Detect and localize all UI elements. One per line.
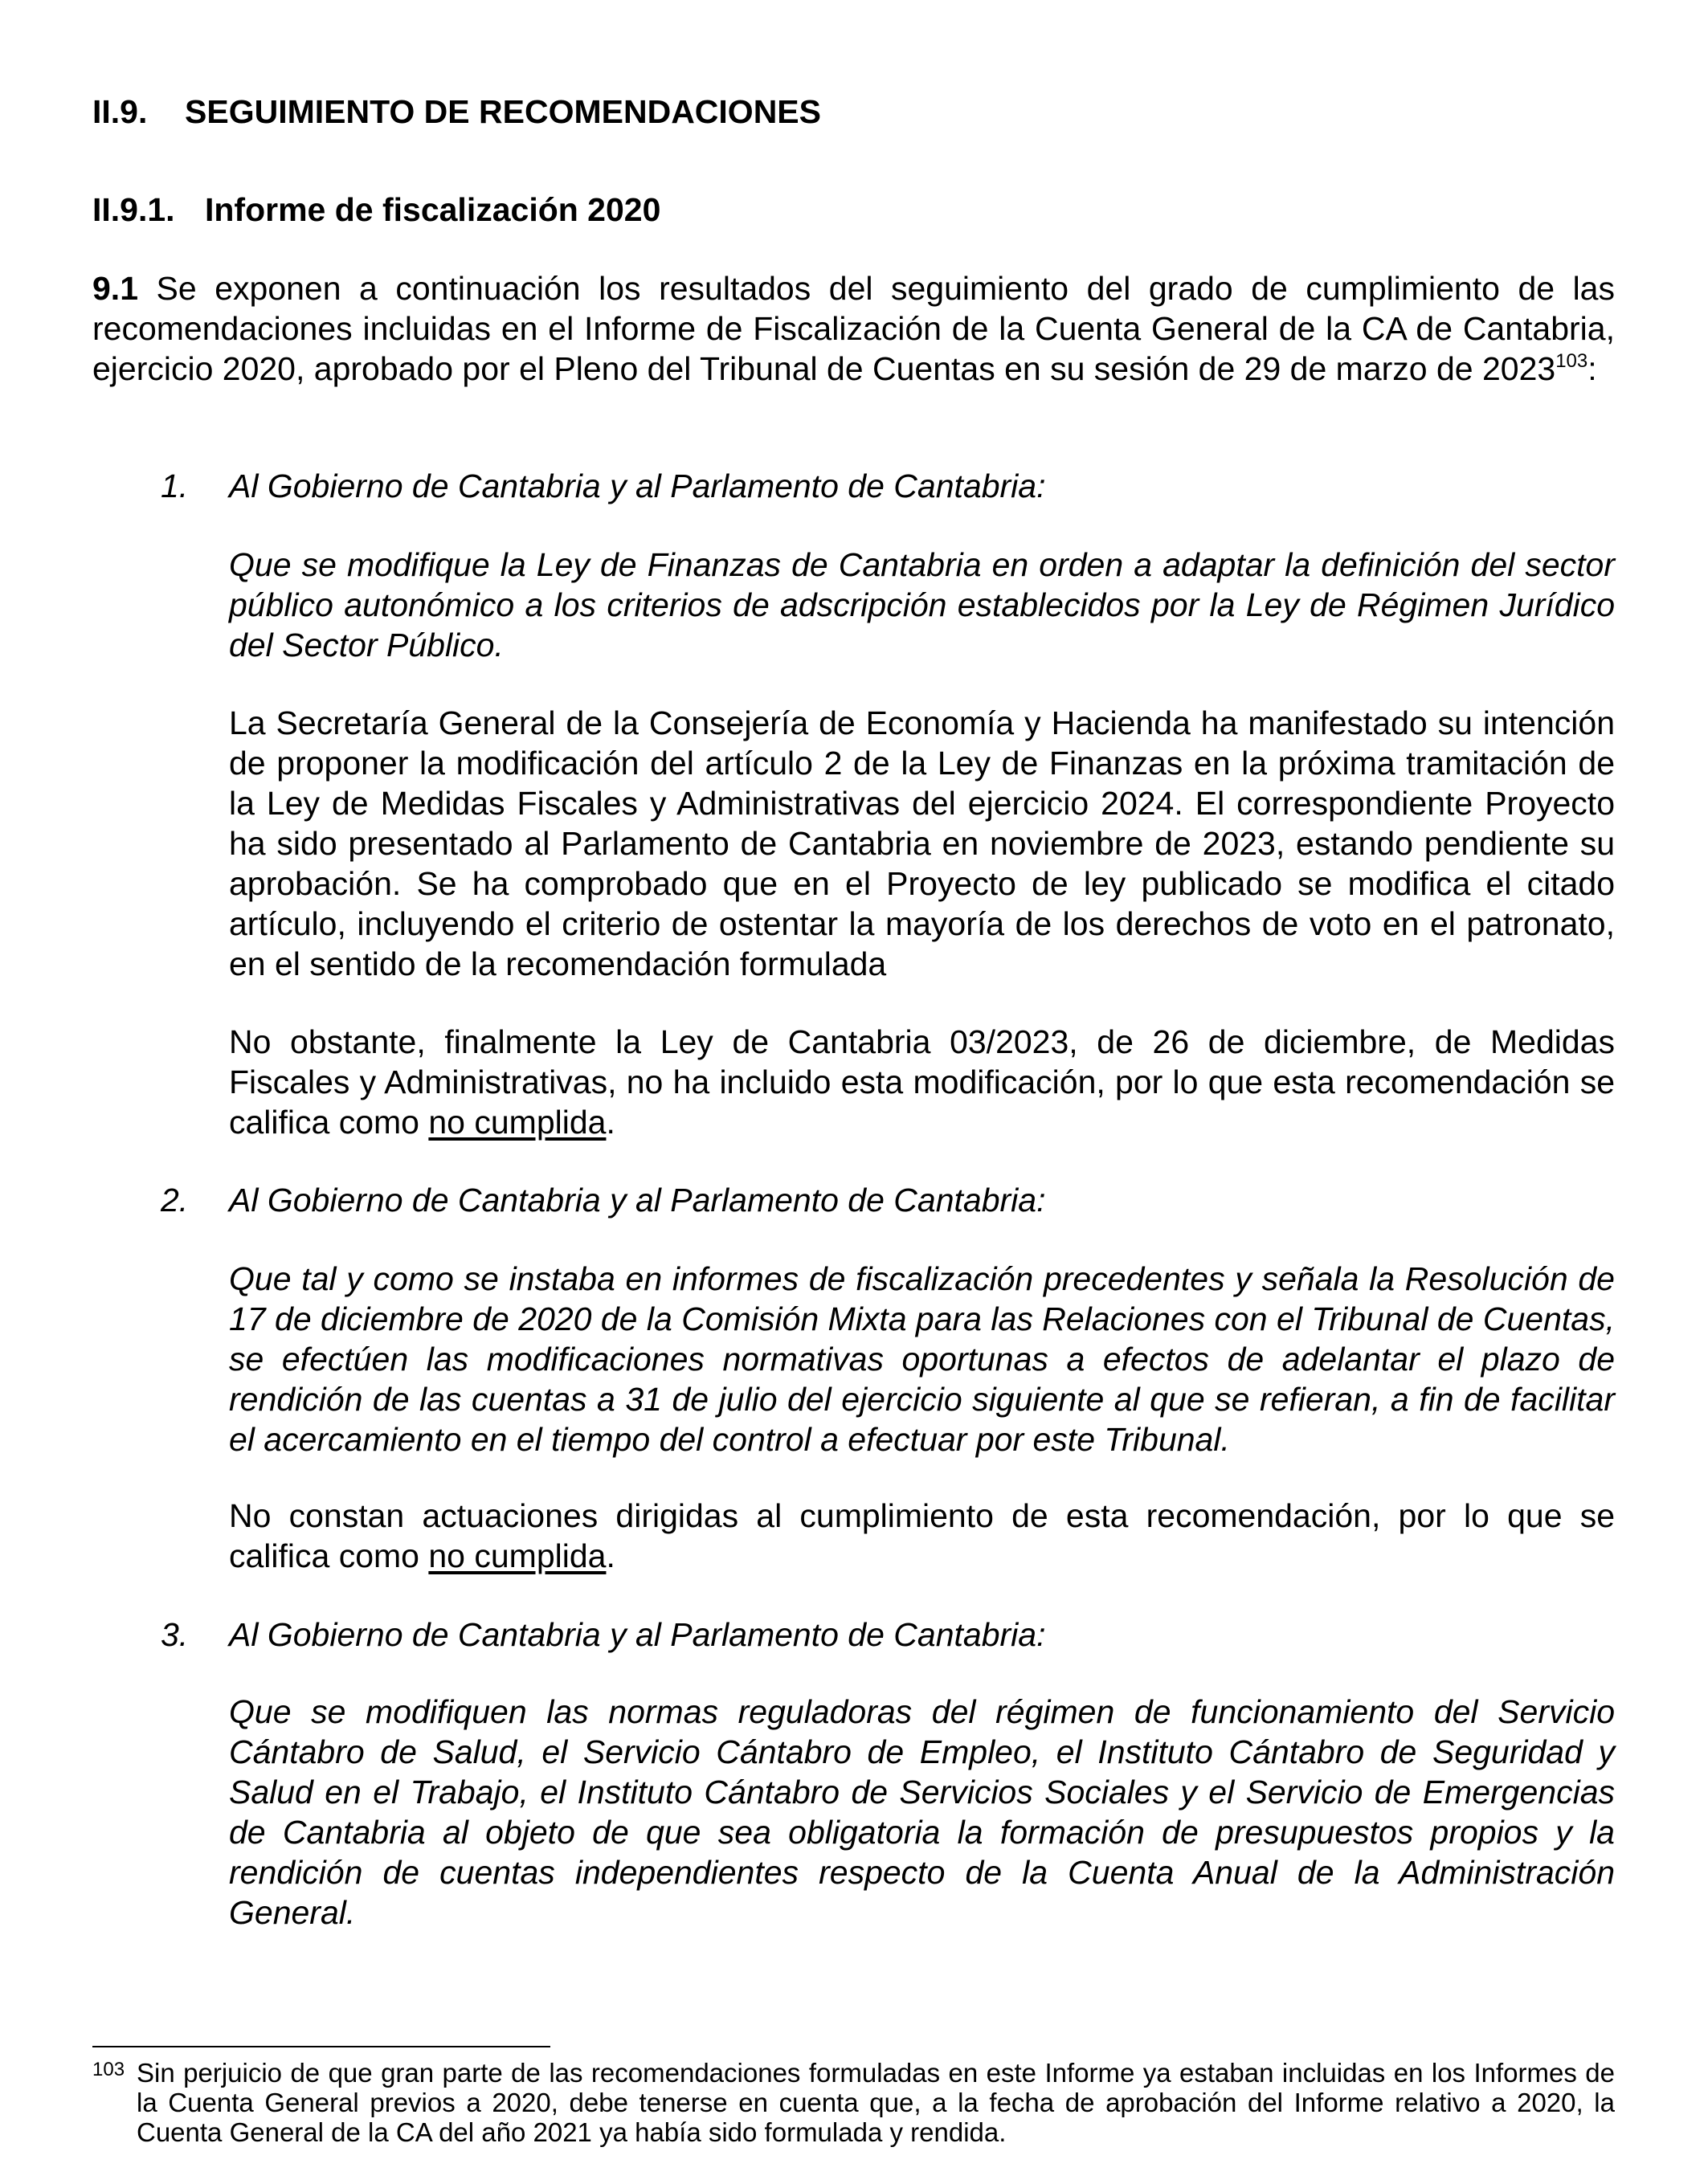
paragraph-number: 9.1 <box>92 270 138 307</box>
conclusion-suffix: . <box>606 1104 615 1141</box>
footnote-reference[interactable]: 103 <box>1555 350 1588 372</box>
item-conclusion <box>229 1496 1615 1576</box>
subsection-heading <box>92 190 660 230</box>
item-recommendation: Que tal y como se instaba en informes de fiscalización precedentes y señala la Resolución de 17 de diciembre de 2020 de la Comisión Mixta para las Relaciones con el Tribunal de Cuentas, se efectúen las modificaciones normativas oportunas a efectos de adelantar el plazo de rendición de las cuentas a 31 de julio del ejercicio siguiente al que se refieran, a fin de facilitar el acercamiento en el tiempo del control a efectuar por este Tribunal. <box>229 1260 1615 1458</box>
footnote <box>92 2058 1615 2147</box>
section-number: II.9. <box>92 93 148 130</box>
conclusion-suffix: . <box>606 1537 615 1574</box>
subsection-title: Informe de fiscalización 2020 <box>205 191 661 228</box>
item-heading <box>161 1615 1045 1655</box>
conclusion-text: No constan actuaciones dirigidas al cumplimiento de esta recomendación, por lo que se califica como <box>229 1497 1615 1574</box>
item-conclusion <box>229 1022 1615 1142</box>
section-title: SEGUIMIENTO DE RECOMENDACIONES <box>185 93 821 130</box>
conclusion-text: No obstante, finalmente la Ley de Cantabria 03/2023, de 26 de diciembre, de Medidas Fiscales y Administrativas, no ha incluido esta modificación, por lo que esta recomendación se califica como <box>229 1023 1615 1141</box>
item-assessment: La Secretaría General de la Consejería de Economía y Hacienda ha manifestado su intención de proponer la modificación del artículo 2 de la Ley de Finanzas en la próxima tramitación de la Ley de Medidas Fiscales y Administrativas del ejercicio 2024. El correspondiente Proyecto ha sido presentado al Parlamento de Cantabria en noviembre de 2023, estando pendiente su aprobación. Se ha comprobado que en el Proyecto de ley publicado se modifica el citado artículo, incluyendo el criterio de ostentar la mayoría de los derechos de voto en el patronato, en el sentido de la recomendación formulada <box>229 704 1615 982</box>
item-addressee: Al Gobierno de Cantabria y al Parlamento de Cantabria: <box>229 1182 1046 1219</box>
status-label: no cumplida <box>428 1537 607 1574</box>
footnote-separator <box>92 2046 550 2047</box>
intro-paragraph <box>92 268 1615 389</box>
item-number: 2. <box>161 1182 189 1219</box>
intro-text: Se exponen a continuación los resultados del seguimiento del grado de cumplimiento de las recomendaciones incluidas en el Informe de Fiscalización de la Cuenta General de la CA de Cantabria, ejercicio 2020, aprobado por el Pleno del Tribunal de Cuentas en su sesión de 29 de marzo de 2023 <box>92 270 1615 387</box>
item-heading <box>161 466 1045 506</box>
item-number: 1. <box>161 467 189 504</box>
section-heading <box>92 92 821 132</box>
footnote-number: 103 <box>92 2059 125 2080</box>
status-label: no cumplida <box>428 1104 607 1141</box>
subsection-number: II.9.1. <box>92 191 175 228</box>
item-number: 3. <box>161 1616 189 1653</box>
item-recommendation: Que se modifique la Ley de Finanzas de Cantabria en orden a adaptar la definición del sector público autonómico a los criterios de adscripción establecidos por la Ley de Régimen Jurídico del Sector Público. <box>229 546 1615 663</box>
item-recommendation: Que se modifiquen las normas reguladoras del régimen de funcionamiento del Servicio Cántabro de Salud, el Servicio Cántabro de Empleo, el Instituto Cántabro de Seguridad y Salud en el Trabajo, el Instituto Cántabro de Servicios Sociales y el Servicio de Emergencias de Cantabria al objeto de que sea obligatoria la formación de presupuestos propios y la rendición de cuentas independientes respecto de la Cuenta Anual de la Administración General. <box>229 1693 1615 1931</box>
item-addressee: Al Gobierno de Cantabria y al Parlamento de Cantabria: <box>229 1616 1046 1653</box>
item-addressee: Al Gobierno de Cantabria y al Parlamento de Cantabria: <box>229 467 1046 504</box>
intro-suffix: : <box>1587 350 1597 387</box>
item-heading <box>161 1180 1045 1220</box>
footnote-text: Sin perjuicio de que gran parte de las recomendaciones formuladas en este Informe ya estaban incluidas en los Informes de la Cuenta General previos a 2020, debe tenerse en cuenta que, a la fecha de aprobación del Informe relativo a 2020, la Cuenta General de la CA del año 2021 ya había sido formulada y rendida. <box>137 2058 1615 2147</box>
